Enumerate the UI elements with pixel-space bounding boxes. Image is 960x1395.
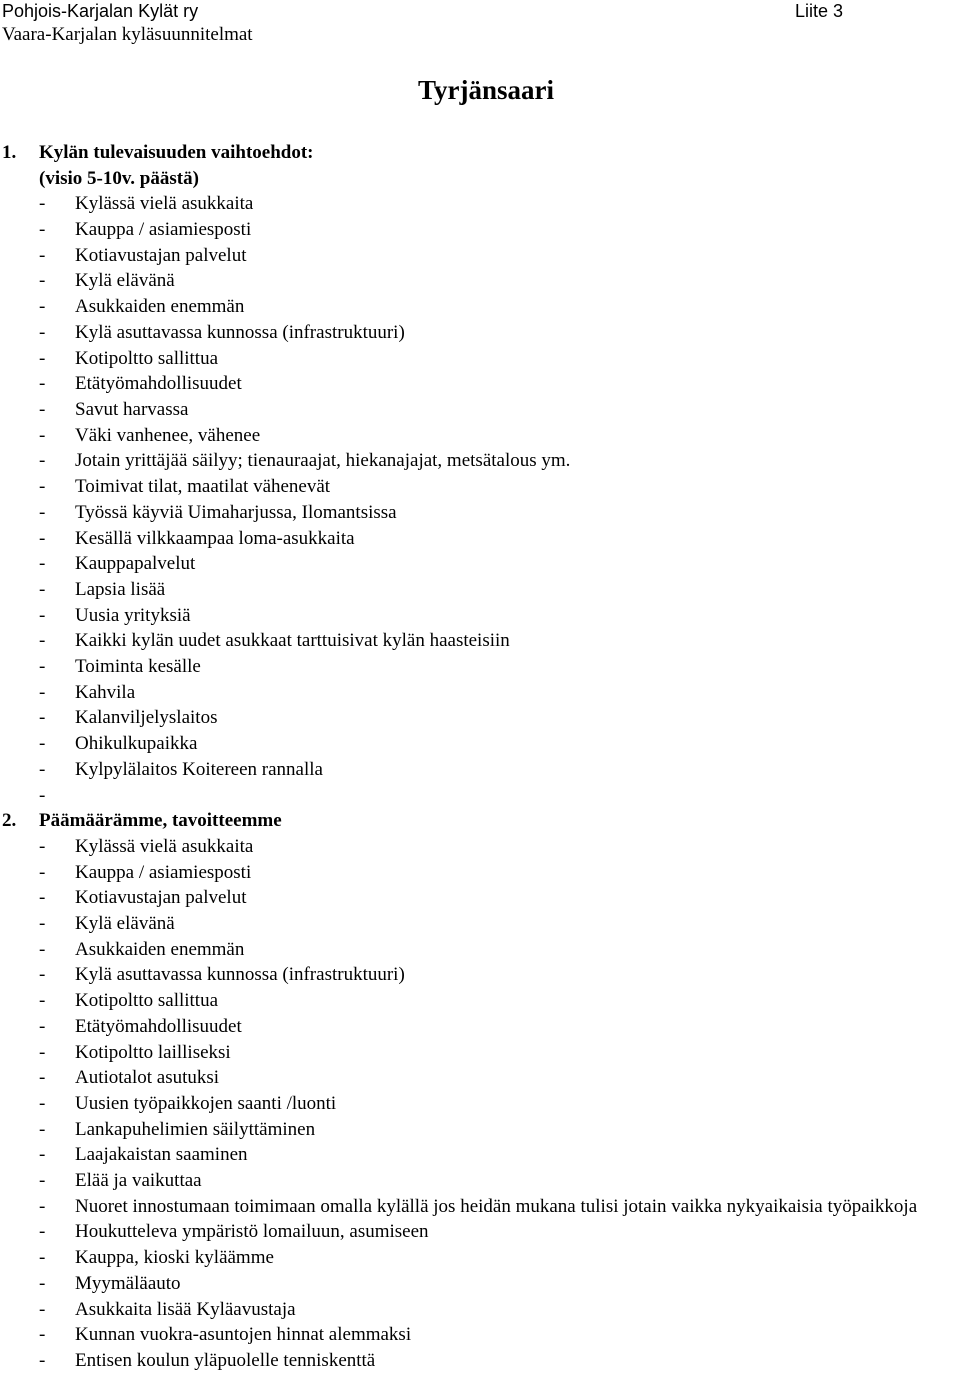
bullet-dash: -	[39, 270, 46, 292]
bullet-dash: -	[39, 1144, 46, 1166]
empty-list-item	[0, 783, 960, 809]
list-item-text: Laajakaistan saaminen	[75, 1144, 248, 1166]
list-item	[0, 1091, 960, 1117]
list-item	[0, 448, 960, 474]
bullet-dash: -	[39, 399, 46, 420]
section-title: Kylän tulevaisuuden vaihtoehdot:	[39, 142, 314, 163]
list-item-text: Kylässä vielä asukkaita	[75, 193, 254, 215]
list-item	[0, 500, 960, 526]
document-title: Tyrjänsaari	[418, 75, 554, 105]
list-item	[0, 603, 960, 629]
list-item	[0, 731, 960, 757]
list-item	[0, 397, 960, 423]
list-item	[0, 217, 960, 243]
list-item-text: Elää ja vaikuttaa	[75, 1170, 202, 1192]
bullet-dash: -	[39, 630, 46, 652]
bullet-dash: -	[39, 1170, 46, 1192]
list-item	[0, 1117, 960, 1143]
list-item-text: Kotipoltto lailliseksi	[75, 1041, 231, 1063]
list-item-text: Houkutteleva ympäristö lomailuun, asumiseen	[75, 1221, 429, 1243]
bullet-dash: -	[39, 450, 46, 472]
bullet-dash: -	[39, 296, 46, 318]
list-item-text: Kylä asuttavassa kunnossa (infrastruktuuri)	[75, 964, 405, 986]
list-item	[0, 1271, 960, 1297]
list-item	[0, 1040, 960, 1066]
list-item-text: Asukkaita lisää Kyläavustaja	[75, 1298, 296, 1320]
section-goals	[0, 808, 960, 1373]
list-item	[0, 1168, 960, 1194]
list-item	[0, 705, 960, 731]
list-item	[0, 346, 960, 372]
list-item-text: Asukkaiden enemmän	[75, 296, 245, 318]
list-item-text: Kauppapalvelut	[75, 553, 196, 575]
bullet-dash: -	[39, 913, 46, 935]
bullet-dash: -	[39, 1247, 46, 1269]
bullet-dash: -	[39, 1324, 46, 1346]
bullet-dash: -	[39, 1041, 46, 1063]
list-item-text: Nuoret innostumaan toimimaan omalla kylällä jos heidän mukana tulisi jotain vaikka nykyaikaisia työpaikkoja	[75, 1195, 918, 1217]
list-item	[0, 1348, 960, 1374]
bullet-dash: -	[39, 476, 46, 498]
attachment-label: Liite 3	[795, 1, 844, 21]
list-item-text: Jotain yrittäjää säilyy; tienauraajat, hiekanajajat, metsätalous ym.	[75, 450, 571, 472]
bullet-dash: -	[39, 758, 46, 780]
bullet-dash: -	[39, 501, 46, 523]
bullet-dash: -	[39, 244, 46, 266]
vision-list	[0, 191, 960, 782]
bullet-dash: -	[39, 373, 46, 395]
list-item	[0, 628, 960, 654]
list-item-text: Kauppa, kioski kyläämme	[75, 1247, 274, 1269]
list-item	[0, 294, 960, 320]
list-item	[0, 423, 960, 449]
bullet-dash: -	[39, 835, 46, 857]
bullet-dash: -	[39, 707, 46, 729]
list-item-text: Kauppa / asiamiesposti	[75, 861, 252, 883]
bullet-dash: -	[39, 1195, 46, 1217]
bullet-dash: -	[39, 733, 46, 755]
list-item	[0, 320, 960, 346]
list-item	[0, 911, 960, 937]
bullet-dash: -	[39, 1221, 46, 1243]
list-item-text: Autiotalot asutuksi	[75, 1067, 220, 1089]
list-item-text: Lankapuhelimien säilyttäminen	[75, 1118, 316, 1140]
bullet-dash: -	[39, 1067, 46, 1089]
bullet-dash: -	[39, 656, 46, 678]
bullet-dash: -	[39, 964, 46, 986]
list-item	[0, 371, 960, 397]
list-item	[0, 885, 960, 911]
organization-name: Pohjois-Karjalan Kylät ry	[2, 1, 199, 21]
list-item	[0, 1194, 960, 1220]
list-item	[0, 268, 960, 294]
bullet-dash: -	[39, 527, 46, 549]
bullet-dash: -	[39, 553, 46, 575]
list-item-text: Kylpylälaitos Koitereen rannalla	[75, 758, 323, 780]
bullet-dash: -	[39, 321, 46, 343]
bullet-dash: -	[39, 578, 46, 600]
list-item	[0, 526, 960, 552]
list-item-text: Kotipoltto sallittua	[75, 990, 219, 1012]
list-item-text: Ohikulkupaikka	[75, 733, 198, 755]
list-item-text: Kalanviljelyslaitos	[75, 707, 218, 729]
list-item	[0, 860, 960, 886]
list-item	[0, 1142, 960, 1168]
list-item-text: Kauppa / asiamiesposti	[75, 219, 252, 241]
list-item-text: Kylä asuttavassa kunnossa (infrastruktuuri)	[75, 321, 405, 343]
list-item-text: Kahvila	[75, 681, 136, 703]
bullet-dash: -	[39, 1118, 46, 1140]
list-item	[0, 988, 960, 1014]
list-item-text: Lapsia lisää	[75, 578, 166, 600]
bullet-dash: -	[39, 1092, 46, 1114]
list-item-text: Kylä elävänä	[75, 270, 175, 292]
bullet-dash: -	[39, 424, 46, 446]
list-item	[0, 1297, 960, 1323]
list-item-text: Väki vanhenee, vähenee	[75, 424, 261, 446]
list-item-text: Etätyömahdollisuudet	[75, 373, 242, 395]
section-title: Päämäärämme, tavoitteemme	[39, 810, 282, 832]
section-number: 1.	[2, 142, 17, 163]
list-item-text: Kotiavustajan palvelut	[75, 244, 247, 266]
list-item	[0, 962, 960, 988]
list-item	[0, 551, 960, 577]
list-item-text: Kotipoltto sallittua	[75, 347, 219, 369]
list-item-text: Asukkaiden enemmän	[75, 938, 245, 960]
bullet-dash: -	[39, 219, 46, 241]
list-item-text: Kaikki kylän uudet asukkaat tarttuisivat kylän haasteisiin	[75, 630, 510, 652]
bullet-dash: -	[39, 347, 46, 369]
document-body	[0, 140, 960, 1374]
bullet-dash: -	[39, 990, 46, 1012]
list-item-text: Kotiavustajan palvelut	[75, 887, 247, 909]
bullet-dash: -	[39, 887, 46, 909]
section-future-alternatives	[0, 140, 960, 808]
bullet-dash: -	[39, 604, 46, 626]
section-subtitle: (visio 5-10v. päästä)	[39, 167, 199, 189]
list-item	[0, 937, 960, 963]
bullet-dash: -	[39, 193, 46, 215]
list-item-text: Kesällä vilkkaampaa loma-asukkaita	[75, 527, 355, 549]
list-item-text: Uusien työpaikkojen saanti /luonti	[75, 1092, 337, 1114]
list-item	[0, 757, 960, 783]
list-item	[0, 1322, 960, 1348]
list-item-text: Kylä elävänä	[75, 913, 175, 935]
section-subheading	[0, 166, 960, 192]
list-item-text: Etätyömahdollisuudet	[75, 1015, 242, 1037]
list-item-text: Toiminta kesälle	[75, 656, 201, 678]
list-item-text: Uusia yrityksiä	[75, 604, 191, 626]
bullet-dash: -	[39, 1015, 46, 1037]
list-item-text: Entisen koulun yläpuolelle tenniskenttä	[75, 1349, 376, 1371]
bullet-dash: -	[39, 784, 46, 806]
bullet-dash: -	[39, 1272, 46, 1294]
list-item	[0, 654, 960, 680]
section-number: 2.	[2, 810, 17, 832]
list-item-text: Toimivat tilat, maatilat vähenevät	[75, 476, 331, 498]
goals-list	[0, 834, 960, 1374]
list-item	[0, 474, 960, 500]
section-heading	[0, 140, 960, 166]
list-item	[0, 1065, 960, 1091]
list-item	[0, 191, 960, 217]
list-item-text: Myymäläauto	[75, 1272, 181, 1294]
list-item	[0, 243, 960, 269]
plan-series-name: Vaara-Karjalan kyläsuunnitelmat	[2, 24, 253, 45]
list-item	[0, 1219, 960, 1245]
list-item	[0, 834, 960, 860]
list-item	[0, 1245, 960, 1271]
list-item	[0, 577, 960, 603]
bullet-dash: -	[39, 938, 46, 960]
bullet-dash: -	[39, 861, 46, 883]
list-item	[0, 680, 960, 706]
bullet-dash: -	[39, 1349, 46, 1371]
list-item-text: Työssä käyviä Uimaharjussa, Ilomantsissa	[75, 501, 397, 523]
list-item-text: Kunnan vuokra-asuntojen hinnat alemmaksi	[75, 1324, 412, 1346]
list-item-text: Savut harvassa	[75, 399, 189, 420]
bullet-dash: -	[39, 681, 46, 703]
bullet-dash: -	[39, 1298, 46, 1320]
list-item	[0, 1014, 960, 1040]
section-heading	[0, 808, 960, 834]
list-item-text: Kylässä vielä asukkaita	[75, 835, 254, 857]
